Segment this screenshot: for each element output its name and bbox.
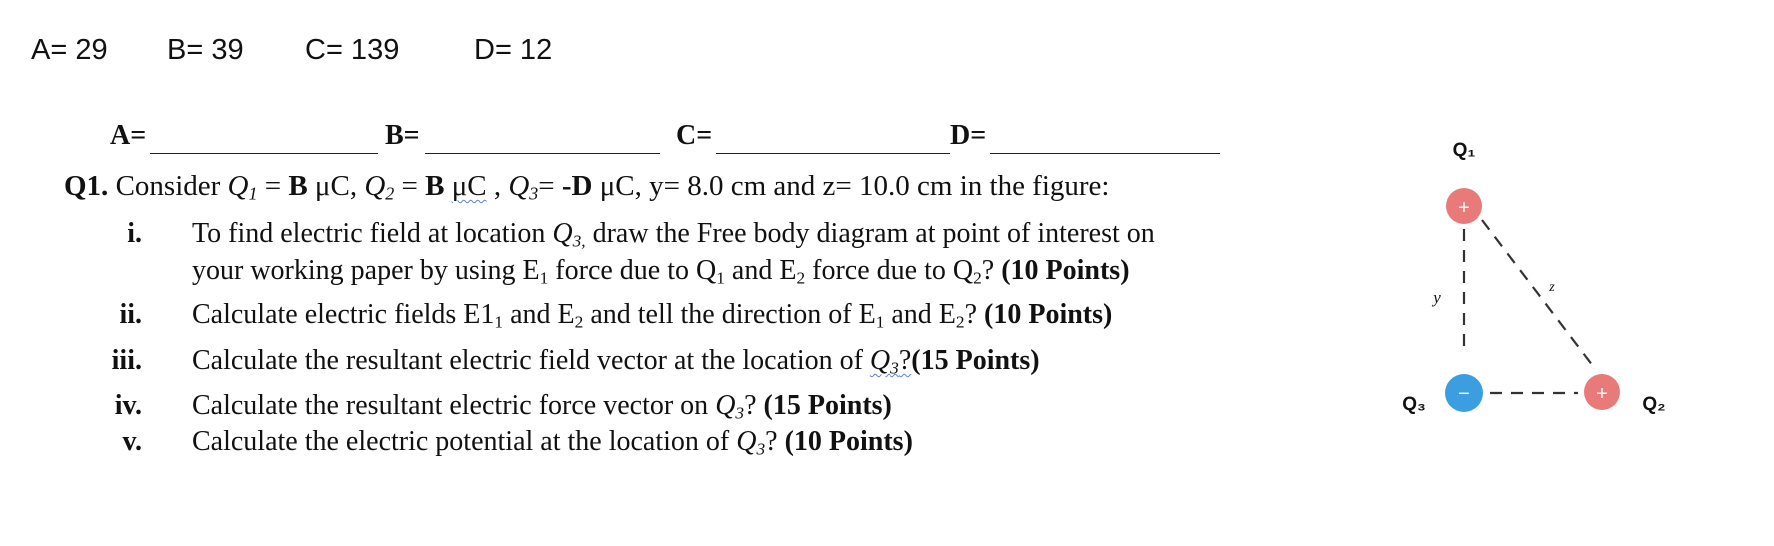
y-distance-label: y (1433, 288, 1441, 307)
item-ii-text-e: ? (964, 299, 985, 330)
item-numeral: ii. (119, 299, 142, 330)
item-iii-q-subscript: 3 (890, 358, 899, 378)
item-i-sub2: 1 (716, 268, 725, 288)
value-c: C= 139 (305, 34, 400, 66)
item-i-q-subscript: 3, (572, 231, 586, 251)
item-text (192, 345, 1040, 377)
q2-equals: = (394, 170, 426, 202)
item-i-line2-b: force due to Q (548, 255, 717, 286)
plus-icon: + (1458, 197, 1470, 219)
question-number: Q1. (64, 170, 109, 202)
q2-separator: , (486, 170, 509, 202)
item-ii-points: (10 Points) (984, 299, 1113, 330)
value-b: B= 39 (167, 34, 244, 66)
item-i-sub4: 2 (973, 268, 982, 288)
blank-b-line[interactable] (425, 153, 660, 154)
q2-unit: μC (451, 170, 487, 202)
item-ii-sub2: 2 (574, 312, 584, 332)
item-v-points: (10 Points) (784, 426, 913, 457)
value-d: D= 12 (474, 34, 553, 66)
item-i-line2-d: force due to Q (805, 255, 974, 286)
item-ii-text-a: Calculate electric fields E1 (192, 299, 495, 330)
item-ii-sub4: 2 (955, 312, 965, 332)
q3-value: -D (561, 170, 593, 202)
q1-subscript: 1 (248, 183, 258, 204)
item-iv-text-a: Calculate the resultant electric force vector on (192, 390, 716, 421)
minus-icon: − (1458, 383, 1470, 405)
item-text (192, 390, 892, 422)
q2-symbol: Q (364, 170, 386, 202)
q3-subscript: 3 (529, 183, 539, 204)
item-numeral: iv. (114, 390, 142, 421)
item-i-line1-b: draw the Free body diagram at point of interest on (585, 218, 1155, 249)
item-i-points: (10 Points) (1001, 255, 1130, 286)
item-numeral: v. (122, 426, 142, 457)
q3-symbol: Q (508, 170, 530, 202)
plus-icon: + (1596, 383, 1608, 405)
item-iv-q-subscript: 3 (735, 403, 745, 423)
q1-label: Q₁ (1452, 140, 1476, 161)
q1-equals: = (257, 170, 289, 202)
q3-equals: = (538, 170, 562, 202)
item-iii-q-symbol: Q (869, 345, 891, 376)
item-ii-text-d: and E (884, 299, 956, 330)
blank-c-line[interactable] (716, 153, 950, 154)
q1-value: B (288, 170, 308, 202)
q2-label: Q₂ (1642, 394, 1666, 415)
item-v-text-a: Calculate the electric potential at the location of (192, 426, 737, 457)
item-iv-points: (15 Points) (763, 390, 892, 421)
q2-value: B (425, 170, 445, 202)
item-text (192, 218, 1155, 250)
item-iii-points: (15 Points) (911, 345, 1040, 376)
item-i-sub3: 2 (796, 268, 806, 288)
question-intro: Consider (115, 170, 221, 202)
blank-c-label: C= (676, 120, 713, 151)
item-i-line2-c: and E (724, 255, 797, 286)
item-ii-sub3: 1 (875, 312, 885, 332)
q1-symbol: Q (227, 170, 249, 202)
item-i-q-symbol: Q (552, 218, 573, 249)
q3-unit-and-dimensions: μC, y= 8.0 cm and z= 10.0 cm in the figure: (592, 170, 1110, 202)
z-distance-label: z (1549, 280, 1555, 295)
blank-d-line[interactable] (990, 153, 1220, 154)
item-iv-text-b: ? (744, 390, 764, 421)
item-ii-text-c: and tell the direction of E (583, 299, 876, 330)
item-text (192, 426, 913, 458)
z-dashed-line (1482, 220, 1596, 370)
q1-unit: μC, (307, 170, 365, 202)
item-iv-q-symbol: Q (715, 390, 736, 421)
item-text-continued (192, 255, 1130, 287)
q2-subscript: 2 (385, 183, 395, 204)
item-ii-sub1: 1 (494, 312, 504, 332)
q3-label: Q₃ (1402, 394, 1426, 415)
item-i-line1-a: To find electric field at location (192, 218, 553, 249)
blank-d-label: D= (950, 120, 987, 151)
item-i-line2-a: your working paper by using E (192, 255, 540, 286)
item-v-text-b: ? (765, 426, 785, 457)
value-a: A= 29 (31, 34, 108, 66)
charge-triangle-diagram (1390, 130, 1680, 420)
item-numeral: i. (127, 218, 142, 249)
item-v-q-subscript: 3 (756, 439, 766, 459)
question-statement (64, 170, 1110, 203)
item-text (192, 299, 1112, 331)
blank-a-line[interactable] (150, 153, 378, 154)
blank-b-label: B= (385, 120, 420, 151)
blank-a-label: A= (110, 120, 147, 151)
item-iii-text-a: Calculate the resultant electric field vector at the location of (192, 345, 870, 376)
item-i-line2-e: ? (981, 255, 1002, 286)
item-iii-text-b: ? (898, 345, 912, 376)
item-i-sub1: 1 (539, 268, 549, 288)
item-v-q-symbol: Q (736, 426, 757, 457)
item-numeral: iii. (111, 345, 142, 376)
item-ii-text-b: and E (503, 299, 575, 330)
